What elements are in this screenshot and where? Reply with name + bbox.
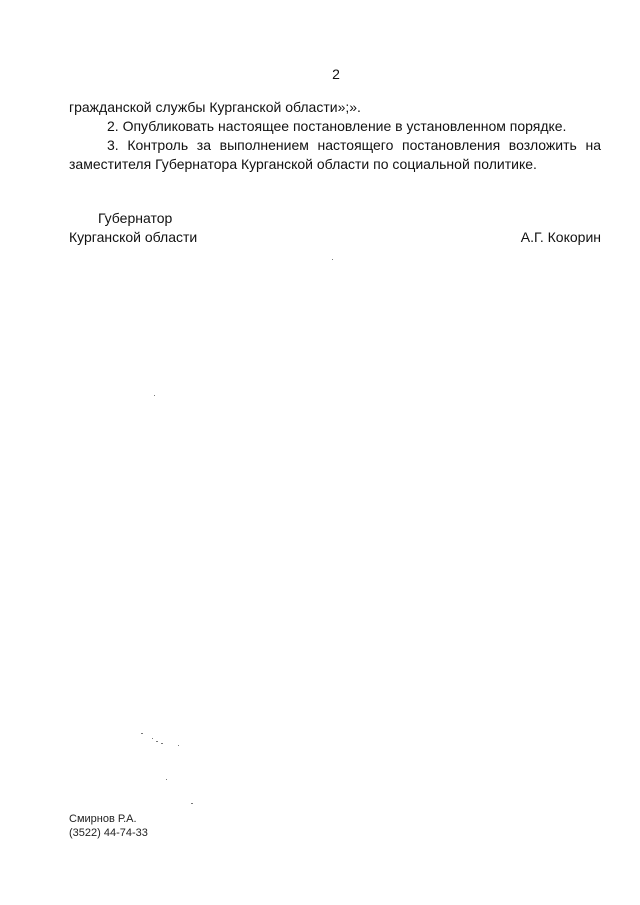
signature-block: [69, 209, 601, 247]
paragraph-continuation: гражданской службы Курганской области»;».: [69, 99, 361, 115]
paragraph-item-3-line2: заместителя Губернатора Курганской области по социальной политике.: [69, 156, 537, 172]
scan-speck: [154, 395, 155, 396]
executor-phone: (3522) 44-74-33: [69, 827, 148, 839]
signatory-name: А.Г. Кокорин: [520, 229, 601, 245]
scan-speck: [166, 779, 167, 780]
signatory-title-line1: Губернатор: [98, 210, 173, 226]
scan-speck: [161, 743, 163, 744]
scan-speck: [191, 803, 193, 804]
signature-row: [69, 228, 601, 247]
page-number: 2: [332, 66, 340, 82]
document-body: [69, 98, 601, 174]
scan-speck: [178, 745, 179, 746]
scan-speck: [141, 733, 143, 734]
paragraph-item-2: 2. Опубликовать настоящее постановление в установленном порядке.: [107, 118, 567, 134]
paragraph-item-3-line1: 3. Контроль за выполнением настоящего постановления возложить на: [107, 137, 601, 153]
executor-info: [69, 812, 148, 840]
executor-name: Смирнов Р.А.: [69, 813, 137, 825]
scan-speck: [332, 259, 333, 260]
scan-speck: [156, 741, 158, 742]
signatory-title-line2: Курганской области: [69, 229, 198, 245]
scan-speck: [152, 738, 153, 739]
